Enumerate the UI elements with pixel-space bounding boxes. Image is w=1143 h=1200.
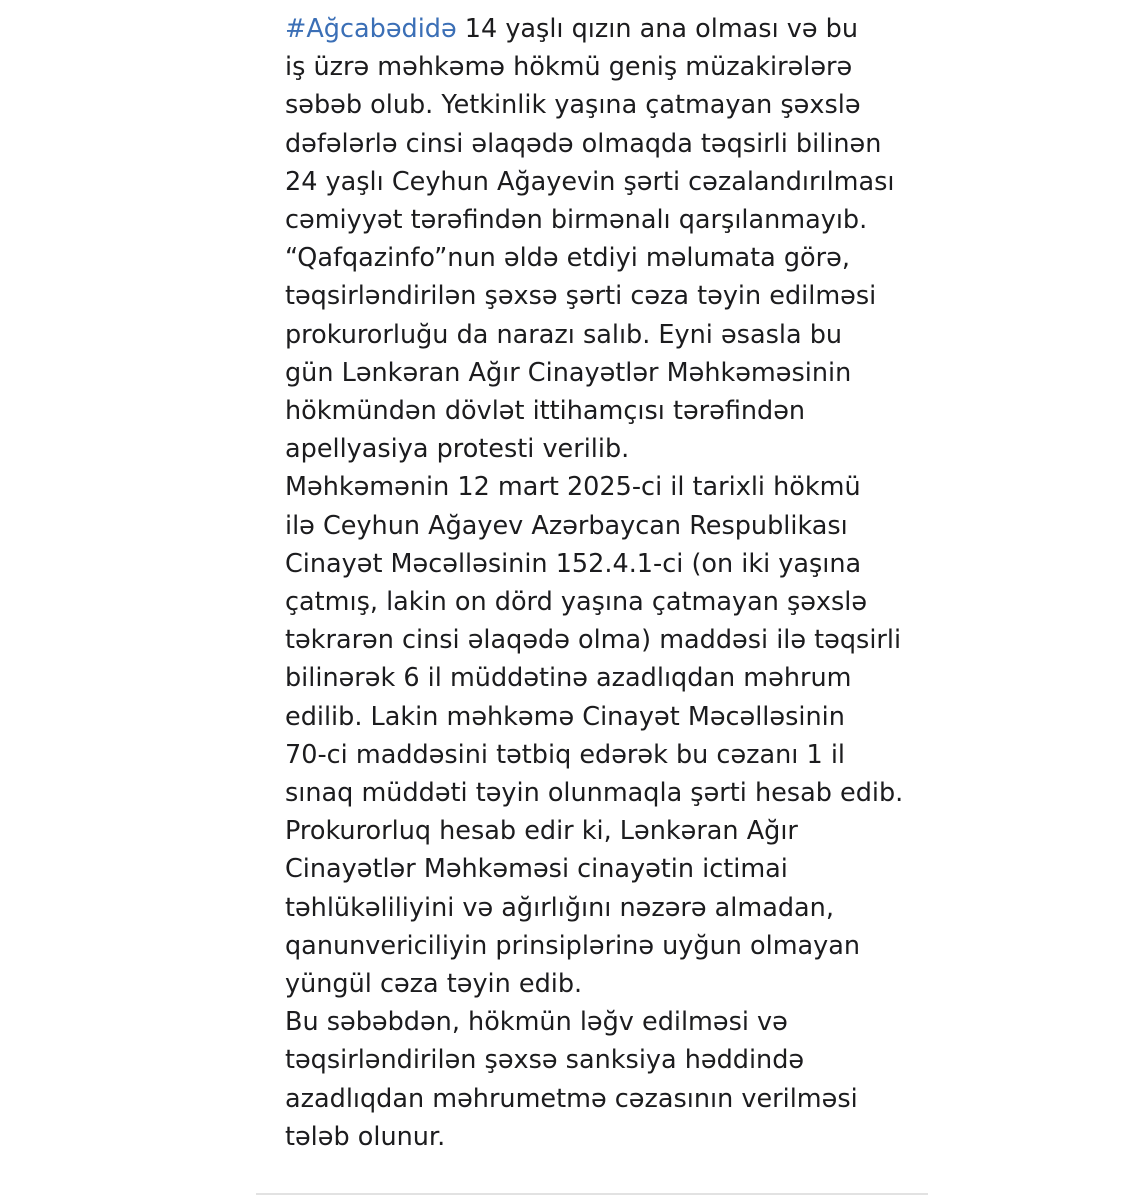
caption-line: iş üzrə məhkəmə hökmü geniş müzakirələrə [285,52,853,83]
caption-line: edilib. Lakin məhkəmə Cinayət Məcəlləsinin [285,701,845,732]
caption-line: apellyasiya protesti verilib. [285,434,630,465]
caption-line: prokurorluğu da narazı salıb. Eyni əsasla bu [285,319,843,350]
caption-line-1-text: 14 yaşlı qızın ana olması və bu [456,14,858,44]
caption-line: Məhkəmənin 12 mart 2025-ci il tarixli hökmü [285,472,861,503]
caption-line: yüngül cəza təyin edib. [285,969,583,1000]
caption-line: çatmış, lakin on dörd yaşına çatmayan şəxslə [285,587,868,618]
post-caption [285,10,925,1156]
caption-line: təhlükəliliyini və ağırlığını nəzərə almadan, [285,892,834,923]
caption-line: təqsirləndirilən şəxsə şərti cəza təyin edilməsi [285,281,877,312]
caption-line: hökmündən dövlət ittihamçısı tərəfindən [285,396,806,427]
hashtag-link[interactable]: #Ağcabədidə [285,14,457,44]
caption-line: tələb olunur. [285,1121,446,1152]
caption-line: cəmiyyət tərəfindən birmənalı qarşılanmayıb. [285,205,868,236]
caption-line: sınaq müddəti təyin olunmaqla şərti hesab edib. [285,778,904,809]
caption-line: Cinayətlər Məhkəməsi cinayətin ictimai [285,854,788,885]
caption-line: Cinayət Məcəlləsinin 152.4.1-ci (on iki yaşına [285,548,862,579]
caption-line: səbəb olub. Yetkinlik yaşına çatmayan şəxslə [285,90,861,121]
caption-line-1 [285,10,925,48]
caption-line: 70-ci maddəsini tətbiq edərək bu cəzanı 1 il [285,739,845,770]
caption-line: “Qafqazinfo”nun əldə etdiyi məlumata görə, [285,243,850,274]
caption-line: bilinərək 6 il müddətinə azadlıqdan məhrum [285,663,852,694]
caption-line: gün Lənkəran Ağır Cinayətlər Məhkəməsinin [285,357,852,388]
caption-line: ilə Ceyhun Ağayev Azərbaycan Respublikası [285,510,848,541]
caption-line: təqsirləndirilən şəxsə sanksiya həddində [285,1045,805,1076]
caption-line: dəfələrlə cinsi əlaqədə olmaqda təqsirli bilinən [285,128,882,159]
caption-line: təkrarən cinsi əlaqədə olma) maddəsi ilə təqsirli [285,625,902,656]
caption-line: azadlıqdan məhrumetmə cəzasının verilməsi [285,1083,858,1114]
caption-line: 24 yaşlı Ceyhun Ağayevin şərti cəzalandırılması [285,166,895,197]
caption-line: Bu səbəbdən, hökmün ləğv edilməsi və [285,1007,788,1038]
divider [256,1193,928,1195]
caption-line: qanunvericiliyin prinsiplərinə uyğun olmayan [285,930,861,961]
caption-line: Prokurorluq hesab edir ki, Lənkəran Ağır [285,816,798,847]
